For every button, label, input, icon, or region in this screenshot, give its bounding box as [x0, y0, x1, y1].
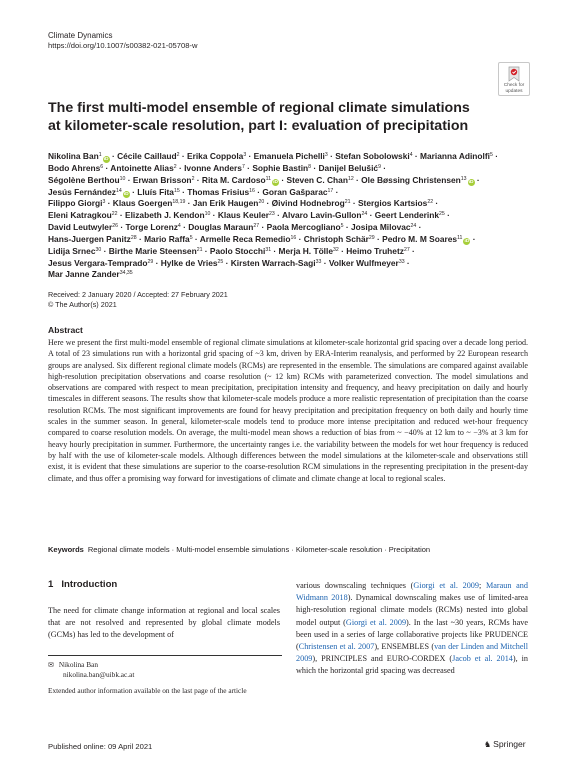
received-accepted: Received: 2 January 2020 / Accepted: 27 February 2021 [48, 290, 228, 299]
author-name[interactable]: Jan Erik Haugen$^{20}$ [192, 198, 265, 209]
author-name[interactable]: Elizabeth J. Kendon$^{10}$ [125, 210, 211, 221]
author-name[interactable]: Mar Janne Zander$^{34,35}$ [48, 269, 133, 280]
author-row: Nikolina Ban$^1$iD · Cécile Caillaud$^2$ · Erika Coppola$^3$ · Emanuela Pichelli$^3$ · Stefan Sobolowski$^4$ · Marianna Adinolfi$^5$ · [48, 151, 498, 162]
author-name[interactable]: Antoinette Alias$^2$ [110, 162, 177, 173]
intro-text: various downscaling techniques ( [296, 581, 414, 590]
citation-link[interactable]: Maraun and Widmann 2018 [296, 581, 528, 603]
author-name[interactable]: Ivonne Anders$^7$ [184, 162, 245, 173]
affiliation-number: 27 [403, 246, 410, 253]
author-row: David Leutwyler$^{26}$ · Torge Lorenz$^4$ · Douglas Maraun$^{27}$ · Paola Mercogliano$^5$ · Josipa Milovac$^{24}$ · [48, 222, 422, 233]
orcid-icon[interactable]: iD [123, 192, 129, 198]
author-name[interactable]: Danijel Belušić$^9$ [318, 162, 381, 173]
author-name[interactable]: Alvaro Lavin-Gullon$^{24}$ [281, 210, 368, 221]
author-name[interactable]: Josipa Milovac$^{24}$ [350, 222, 417, 233]
author-row: Jesús Fernández$^{14}$iD · Lluís Fita$^{15}$ · Thomas Frisius$^{16}$ · Goran Gašparac$^{17}$ · [48, 186, 339, 198]
affiliation-number: 25 [217, 258, 224, 265]
author-row: Eleni Katragkou$^{22}$ · Elizabeth J. Kendon$^{10}$ · Klaus Keuler$^{23}$ · Alvaro Lavin-Gullon$^{24}$ · Geert Lenderink$^{25}$ · [48, 210, 450, 221]
affiliation-number: 3 [243, 152, 247, 158]
author-row: Filippo Giorgi$^3$ · Klaus Goergen$^{18,19}$ · Jan Erik Haugen$^{20}$ · Øivind Hodnebrog$^{21}$ · Stergios Kartsios$^{22}$ · [48, 198, 439, 209]
affiliation-number: 10 [119, 175, 126, 182]
orcid-icon[interactable]: iD [464, 239, 470, 245]
journal-name: Climate Dynamics [48, 31, 113, 40]
affiliation-number: 2 [191, 175, 195, 182]
affiliation-number: 22 [111, 211, 118, 218]
affiliation-number: 18,19 [172, 199, 186, 206]
published-online: Published online: 09 April 2021 [48, 742, 153, 751]
author-name[interactable]: Cécile Caillaud$^2$ [117, 151, 180, 161]
author-row: Hans-Juergen Panitz$^{28}$ · Mario Raffa$^5$ · Armelle Reca Remedio$^{16}$ · Christoph Schär$^{29}$ · Pedro M. M Soares$^{11}$iD · [48, 233, 476, 245]
corresponding-author [48, 660, 98, 670]
corresponding-author-name: Nikolina Ban [58, 660, 98, 669]
intro-text: ; [479, 581, 486, 590]
affiliation-number: 2 [176, 152, 180, 158]
publisher-logo [484, 739, 526, 749]
affiliation-number: 21 [344, 199, 351, 206]
copyright: © The Author(s) 2021 [48, 299, 117, 309]
author-name[interactable]: Rita M. Cardoso$^{11}$iD [201, 174, 278, 186]
author-name[interactable]: Stergios Kartsios$^{22}$ [357, 198, 434, 209]
title-line1: The first multi-model ensemble of regional climate simulations [48, 100, 470, 116]
affiliation-number: 3 [324, 152, 328, 158]
affiliation-number: 29 [368, 234, 375, 241]
affiliation-number: 27 [253, 223, 260, 230]
article-dates [48, 290, 228, 309]
springer-horse-icon: ♞ [484, 740, 492, 749]
affiliation-number: 10 [204, 211, 211, 218]
affiliation-number: 21 [196, 246, 203, 253]
affiliation-number: 11 [457, 234, 463, 241]
affiliation-number: 2 [173, 163, 177, 170]
citation-link[interactable]: van der Linden and Mitchell 2009 [296, 642, 529, 664]
author-row [48, 269, 526, 281]
affiliation-number: 7 [241, 163, 245, 170]
affiliation-number: 34,35 [119, 270, 133, 277]
citation-link[interactable]: Giorgi et al. 2009 [413, 581, 479, 590]
affiliation-number: 25 [438, 211, 445, 218]
intro-right-column [296, 580, 528, 678]
author-name[interactable]: Klaus Goergen$^{18,19}$ [112, 198, 186, 209]
author-name[interactable]: Ole Bøssing Christensen$^{13}$iD [361, 174, 474, 186]
author-name[interactable]: Stefan Sobolowski$^4$ [335, 151, 413, 161]
affiliation-number: 12 [347, 175, 354, 182]
abstract-heading: Abstract [48, 325, 83, 335]
affiliation-number: 20 [258, 199, 265, 206]
affiliation-number: 5 [189, 234, 193, 241]
corresponding-email[interactable]: nikolina.ban@uibk.ac.at [63, 670, 135, 679]
author-name[interactable]: Pedro M. M Soares$^{11}$iD [382, 233, 470, 245]
author-name[interactable]: Ségolène Berthou$^{10}$ [48, 174, 126, 185]
envelope-icon: ✉ [48, 661, 54, 669]
citation-link[interactable]: Giorgi et al. 2009 [345, 617, 407, 627]
section-number: 1 [48, 579, 54, 590]
affiliation-number: 33 [315, 258, 322, 265]
intro-text: ), ENSEMBLES ( [374, 642, 435, 652]
author-row: Jesus Vergara-Temprado$^{29}$ · Hylke de Vries$^{25}$ · Kirsten Warrach-Sagi$^{33}$ · Volker Wulfmeyer$^{33}$ · [48, 257, 410, 268]
affiliation-number: 14 [115, 187, 122, 194]
author-name[interactable]: Lluís Fita$^{15}$ [137, 186, 180, 197]
author-name[interactable]: Christoph Schär$^{29}$ [303, 233, 375, 244]
affiliation-number: 15 [173, 187, 180, 194]
article-title [48, 99, 518, 135]
affiliation-number: 28 [130, 234, 137, 241]
orcid-icon[interactable]: iD [103, 156, 109, 162]
keywords-label: Keywords [48, 545, 84, 554]
author-name[interactable]: Geert Lenderink$^{25}$ [374, 210, 445, 221]
author-name[interactable]: Steven C. Chan$^{12}$ [286, 174, 354, 185]
affiliation-number: 23 [269, 211, 275, 218]
author-name[interactable]: Mario Raffa$^5$ [144, 233, 193, 244]
affiliation-number: 17 [327, 187, 334, 194]
affiliation-number: 8 [308, 163, 312, 170]
check-for-updates-badge[interactable] [498, 62, 530, 96]
author-name[interactable]: Hans-Juergen Panitz$^{28}$ [48, 233, 137, 244]
intro-text: ), PRINCIPLES and EURO-CORDEX ( [312, 654, 453, 664]
abstract-text: Here we present the first multi-model ensemble of regional climate simulations at kilometer-scale horizontal grid spacing over a decade long period. A total of 23 simulations run with a horizontal grid spacing of ~3 km, driven by ERA-Interim reanalysis, and performed by 22 European research groups are analysed. Six different regional climate models (RCMs) are represented in the ensemble. The simulations are compared against available high-resolution precipitation observations and coarse resolution (~ 12 km) RCMs with parameterized convection. The model simulations and observations are compared with respect to mean precipitation, precipitation intensity and frequency, and heavy precipitation on daily and hourly timescales in different seasons. The results show that kilometer-scale models produce a more realistic representation of precipitation than the coarse resolution RCMs. The most significant improvements are found for heavy precipitation and precipitation frequency on both daily and hourly time scales in the summer season. In general, kilometer-scale models tend to produce more intense precipitation and reduced wet-hour frequency compared to coarse resolution models. On average, the multi-model mean shows a reduction of bias from ~ −40% at 12 km to ~ −3% at 3 km for heavy hourly precipitation in summer. Furthermore, the uncertainty ranges i.e. the variability between the models for wet hour frequency is reduced by half with the use of kilometer-scale models. Although differences between the model simulations at the kilometer-scale and observations still exist, it is evident that these simulations are superior to the coarse-resolution RCM simulations in the representing precipitation in the present-day climate, and thus offer a promising way forward for investigations of climate and climate change at local to regional scales. [48, 338, 528, 483]
author-name[interactable]: Sophie Bastin$^8$ [252, 162, 312, 173]
affiliation-number: 24 [361, 211, 368, 218]
section-title: Introduction [61, 579, 118, 590]
affiliation-number: 24 [410, 223, 417, 230]
author-name[interactable]: Klaus Keuler$^{23}$ [217, 210, 275, 221]
intro-text: ). In the last ~30 years, RCMs have been used in a series of large collaborative projects like PRUDENCE ( [296, 617, 529, 652]
author-name[interactable]: David Leutwyler$^{26}$ [48, 222, 119, 233]
author-name[interactable]: Merja H. Tölle$^{32}$ [278, 245, 339, 256]
affiliation-number: 9 [378, 163, 381, 170]
author-name[interactable]: Armelle Reca Remedio$^{16}$ [199, 233, 297, 244]
author-name[interactable]: Øivind Hodnebrog$^{21}$ [271, 198, 351, 209]
affiliation-number: 31 [265, 246, 272, 253]
author-name[interactable]: Marianna Adinolfi$^5$ [420, 151, 493, 161]
affiliation-number: 4 [409, 152, 413, 158]
author-name[interactable]: Birthe Marie Steensen$^{21}$ [108, 245, 203, 256]
intro-left-column: The need for climate change information at regional and local scales that are not resolved and represented by global climate models (GCMs) has led to the development of [48, 606, 280, 639]
intro-text: ). Dynamical downscaling makes use of limited-area high-resolution regional climate models (RCMs) nested into global model output ( [296, 593, 529, 627]
affiliation-number: 11 [265, 175, 272, 182]
keywords [48, 545, 528, 554]
bookmark-check-icon [507, 66, 521, 82]
citation-link[interactable]: Jacob et al. 2014 [452, 654, 513, 664]
author-name[interactable]: Eleni Katragkou$^{22}$ [48, 210, 118, 221]
author-name[interactable]: Paola Mercogliano$^5$ [266, 222, 344, 233]
affiliation-number: 33 [398, 258, 405, 265]
orcid-icon[interactable]: iD [273, 180, 278, 186]
affiliation-number: 32 [333, 246, 339, 253]
keywords-text: Regional climate models · Multi-model ensemble simulations · Kilometer-scale resolution · Precipitation [87, 545, 431, 554]
badge-line2: updates [505, 89, 523, 94]
author-row: Ségolène Berthou$^{10}$ · Erwan Brisson$^2$ · Rita M. Cardoso$^{11}$iD · Steven C. Chan$^{12}$ · Ole Bøssing Christensen$^{13}$iD · [48, 174, 480, 186]
author-list [48, 151, 526, 281]
author-name[interactable]: Heimo Truhetz$^{27}$ [346, 245, 410, 256]
affiliation-number: 6 [100, 163, 104, 170]
author-name[interactable]: Jesús Fernández$^{14}$iD [48, 186, 129, 198]
author-row: Bodo Ahrens$^6$ · Antoinette Alias$^2$ · Ivonne Anders$^7$ · Sophie Bastin$^8$ · Danijel Belušić$^9$ · [48, 162, 387, 173]
author-name[interactable]: Douglas Maraun$^{27}$ [188, 222, 260, 233]
affiliation-number: 30 [95, 246, 102, 253]
author-name[interactable]: Hylke de Vries$^{25}$ [160, 257, 224, 268]
author-name[interactable]: Nikolina Ban$^1$iD [48, 151, 109, 162]
doi-link[interactable]: https://doi.org/10.1007/s00382-021-05708-w [48, 41, 198, 50]
author-name[interactable]: Paolo Stocchi$^{31}$ [209, 245, 272, 256]
footnote-divider [48, 655, 282, 656]
orcid-icon[interactable]: iD [468, 180, 474, 186]
author-name[interactable]: Goran Gašparac$^{17}$ [262, 186, 334, 197]
author-name[interactable]: Erwan Brisson$^2$ [132, 174, 195, 185]
author-name[interactable]: Erika Coppola$^3$ [187, 151, 247, 161]
affiliation-number: 26 [112, 223, 119, 230]
affiliation-number: 5 [340, 223, 344, 230]
affiliation-number: 1 [98, 152, 102, 158]
affiliation-number: 5 [489, 152, 493, 158]
affiliation-number: 3 [102, 199, 106, 206]
section-heading-introduction [48, 579, 117, 590]
author-row: Lidija Srnec$^{30}$ · Birthe Marie Steensen$^{21}$ · Paolo Stocchi$^{31}$ · Merja H. Tölle$^{32}$ · Heimo Truhetz$^{27}$ · [48, 245, 415, 256]
affiliation-number: 29 [147, 258, 154, 265]
author-name[interactable]: Lidija Srnec$^{30}$ [48, 245, 102, 256]
author-name[interactable]: Thomas Frisius$^{16}$ [187, 186, 255, 197]
author-name[interactable]: Emanuela Pichelli$^3$ [253, 151, 328, 161]
citation-link[interactable]: Christensen et al. 2007 [298, 642, 375, 652]
author-name[interactable]: Torge Lorenz$^4$ [125, 222, 181, 233]
author-name[interactable]: Kirsten Warrach-Sagi$^{33}$ [230, 257, 322, 268]
affiliation-number: 16 [290, 234, 297, 241]
intro-text: ), in which the horizontal grid spacing was decreased [296, 654, 528, 676]
badge-line1: Check for [503, 83, 525, 88]
affiliation-number: 16 [249, 187, 255, 194]
affiliation-number: 13 [460, 175, 467, 182]
affiliation-number: 4 [177, 223, 181, 230]
author-name[interactable]: Bodo Ahrens$^6$ [48, 162, 104, 173]
extended-author-info: Extended author information available on the last page of the article [48, 686, 247, 695]
author-name[interactable]: Volker Wulfmeyer$^{33}$ [328, 257, 405, 268]
title-line2: at kilometer-scale resolution, part I: evaluation of precipitation [48, 118, 469, 134]
author-name[interactable]: Jesus Vergara-Temprado$^{29}$ [48, 257, 154, 268]
author-name[interactable]: Filippo Giorgi$^3$ [48, 198, 106, 209]
publisher-name: Springer [493, 739, 526, 749]
affiliation-number: 22 [427, 199, 434, 206]
